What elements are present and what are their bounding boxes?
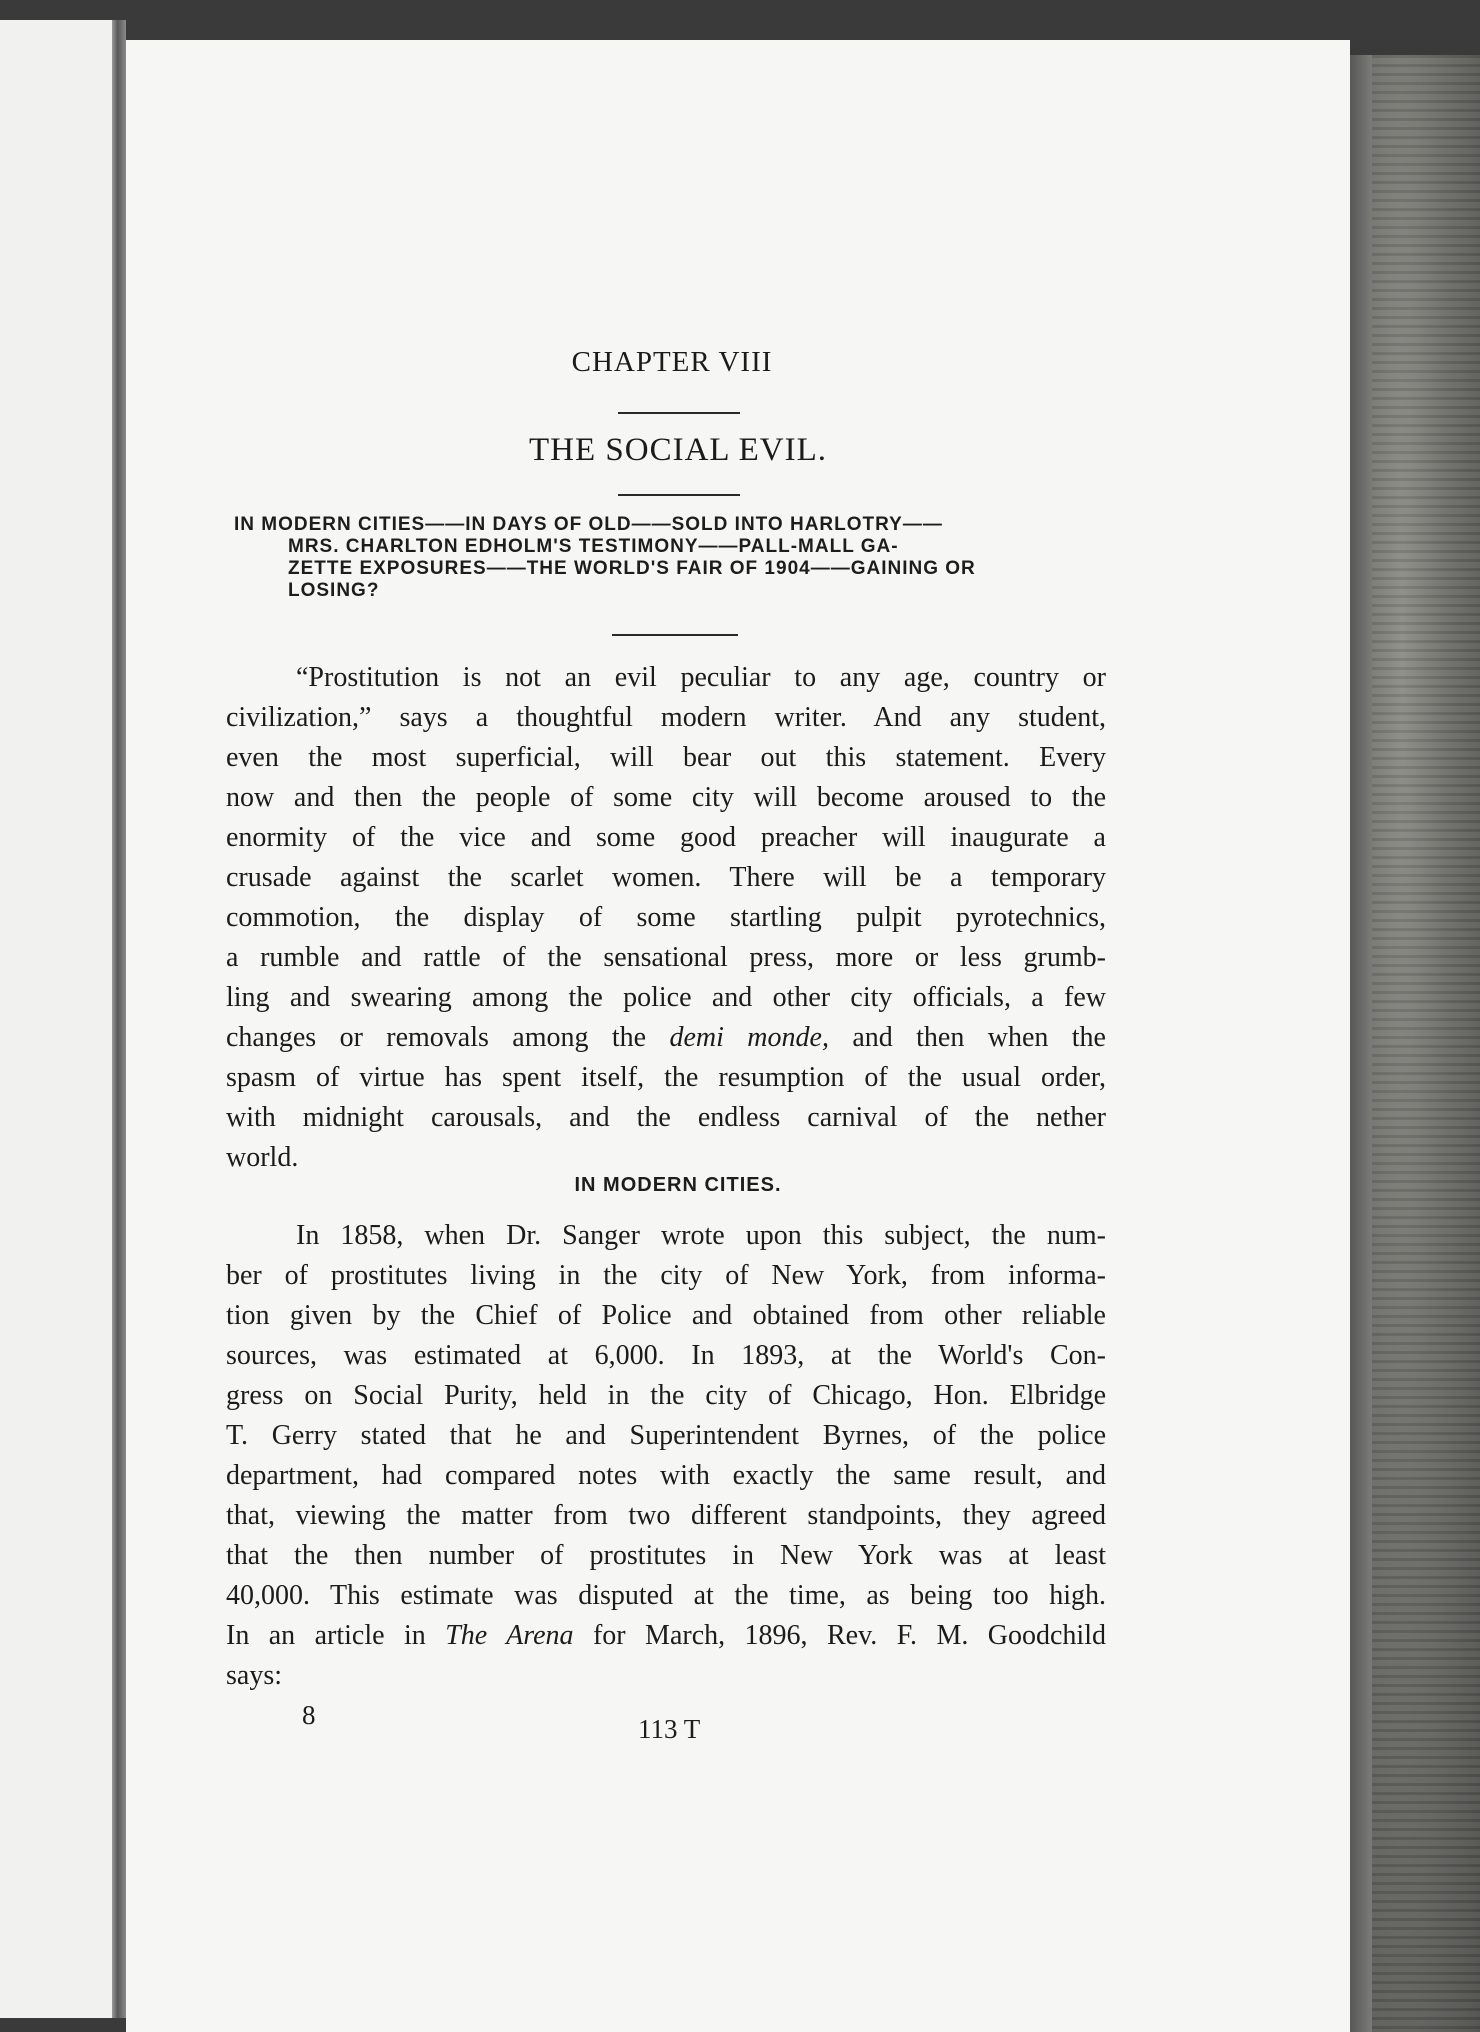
- text-line: gress on Social Purity, held in the city of Chicago, Hon. Elbridge: [226, 1380, 1106, 1411]
- synopsis-line: IN MODERN CITIES——IN DAYS OF OLD——SOLD INTO HARLOTRY——: [234, 514, 943, 535]
- text-line: “Prostitution is not an evil peculiar to any age, country or: [296, 662, 1106, 693]
- text-line: even the most superficial, will bear out this statement. Every: [226, 742, 1106, 773]
- text-line: civilization,” says a thoughtful modern writer. And any student,: [226, 702, 1106, 733]
- text-line: sources, was estimated at 6,000. In 1893, at the World's Con-: [226, 1340, 1106, 1371]
- rule-divider: [612, 634, 738, 636]
- text-line: now and then the people of some city will become aroused to the: [226, 782, 1106, 813]
- left-page-edge: [0, 20, 118, 2018]
- text-line: spasm of virtue has spent itself, the resumption of the usual order,: [226, 1062, 1106, 1093]
- text-line: tion given by the Chief of Police and obtained from other reliable: [226, 1300, 1106, 1331]
- text-line: ling and swearing among the police and other city officials, a few: [226, 982, 1106, 1013]
- text-line: enormity of the vice and some good preacher will inaugurate a: [226, 822, 1106, 853]
- text-line: 40,000. This estimate was disputed at the time, as being too high.: [226, 1580, 1106, 1611]
- text-line: with midnight carousals, and the endless carnival of the nether: [226, 1102, 1106, 1133]
- text-line: [226, 1618, 1106, 1654]
- section-heading: IN MODERN CITIES.: [574, 1174, 782, 1196]
- chapter-title: THE SOCIAL EVIL.: [529, 432, 827, 468]
- text-run: for March, 1896, Rev. F. M. Goodchild: [573, 1620, 1106, 1651]
- text-line: [226, 1020, 1106, 1056]
- text-line: says:: [226, 1660, 282, 1691]
- text-line: world.: [226, 1142, 299, 1173]
- italic-phrase: demi monde,: [669, 1022, 829, 1053]
- text-run: and then when the: [828, 1022, 1106, 1053]
- page-number: 113 T: [638, 1714, 701, 1744]
- text-run: changes or removals among the: [226, 1022, 670, 1053]
- text-line: that, viewing the matter from two different standpoints, they agreed: [226, 1500, 1106, 1531]
- text-line: T. Gerry stated that he and Superintendent Byrnes, of the police: [226, 1420, 1106, 1451]
- text-line: In 1858, when Dr. Sanger wrote upon this subject, the num-: [296, 1220, 1106, 1251]
- text-line: that the then number of prostitutes in New York was at least: [226, 1540, 1106, 1571]
- page-edge-shadow: [1350, 55, 1372, 2032]
- synopsis-line: LOSING?: [288, 580, 380, 601]
- text-line: ber of prostitutes living in the city of New York, from informa-: [226, 1260, 1106, 1291]
- text-line: crusade against the scarlet women. There will be a temporary: [226, 862, 1106, 893]
- text-run: In an article in: [226, 1620, 446, 1651]
- rule-divider: [618, 494, 740, 496]
- synopsis-line: MRS. CHARLTON EDHOLM'S TESTIMONY——PALL-MALL GA-: [288, 536, 899, 557]
- rule-divider: [618, 412, 740, 414]
- synopsis-line: ZETTE EXPOSURES——THE WORLD'S FAIR OF 1904——GAINING OR: [288, 558, 976, 579]
- text-line: commotion, the display of some startling pulpit pyrotechnics,: [226, 902, 1106, 933]
- text-line: department, had compared notes with exactly the same result, and: [226, 1460, 1106, 1491]
- text-line: a rumble and rattle of the sensational press, more or less grumb-: [226, 942, 1106, 973]
- chapter-heading: CHAPTER VIII: [571, 346, 773, 378]
- italic-phrase: The Arena: [445, 1620, 574, 1651]
- book-gutter: [112, 20, 126, 2018]
- signature-mark: 8: [302, 1700, 316, 1730]
